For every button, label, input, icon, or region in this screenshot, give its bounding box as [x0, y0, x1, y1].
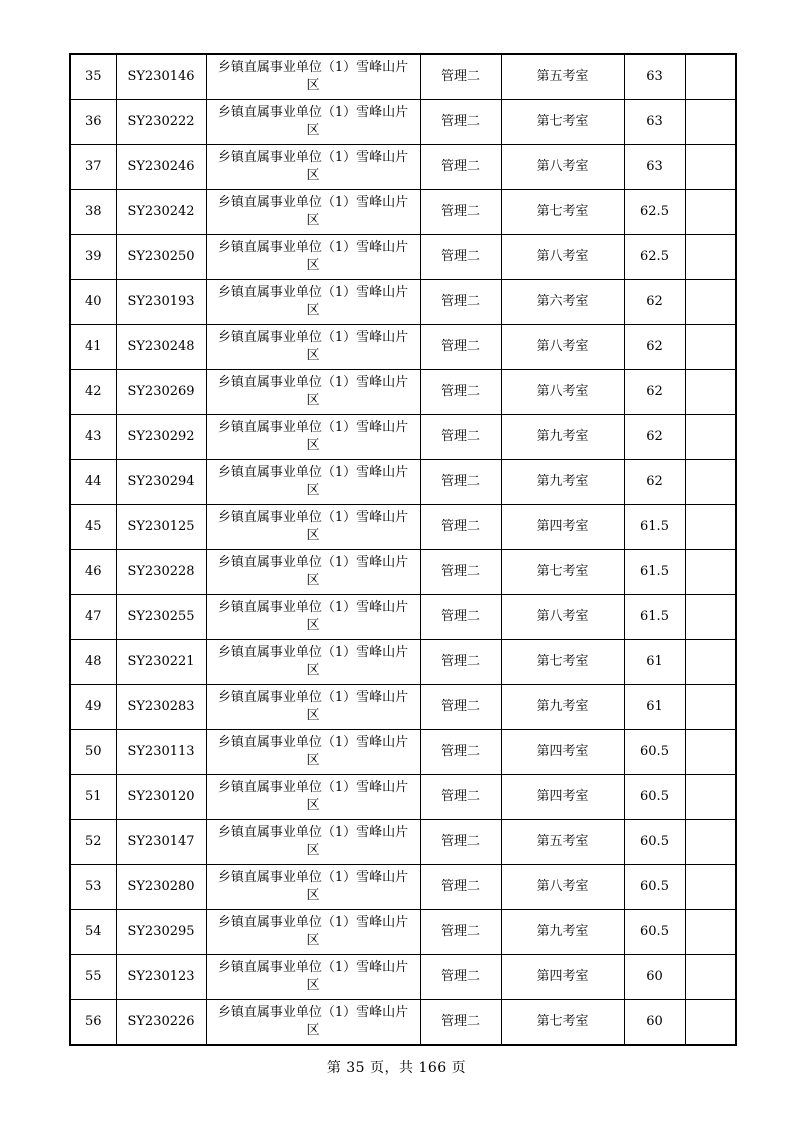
results-table: [69, 53, 737, 1046]
cell-post: 管理二: [420, 595, 501, 640]
cell-post: 管理二: [420, 54, 501, 100]
cell-score: 61: [624, 640, 685, 685]
cell-exam-room: 第九考室: [501, 460, 624, 505]
unit-text: 乡镇直属事业单位（1）雪峰山片区: [217, 60, 409, 93]
cell-score: 61: [624, 685, 685, 730]
cell-candidate-id: SY230246: [116, 145, 206, 190]
cell-post: 管理二: [420, 415, 501, 460]
cell-unit: [206, 550, 420, 595]
cell-sequence-number: 37: [70, 145, 116, 190]
cell-remark: [685, 235, 736, 280]
cell-candidate-id: SY230292: [116, 415, 206, 460]
cell-candidate-id: SY230221: [116, 640, 206, 685]
cell-post: 管理二: [420, 505, 501, 550]
cell-sequence-number: 51: [70, 775, 116, 820]
page-footer: 第 35 页，共 166 页: [326, 1060, 467, 1076]
cell-unit: [206, 325, 420, 370]
cell-candidate-id: SY230294: [116, 460, 206, 505]
cell-remark: [685, 370, 736, 415]
cell-remark: [685, 910, 736, 955]
cell-remark: [685, 190, 736, 235]
cell-score: 63: [624, 145, 685, 190]
cell-remark: [685, 730, 736, 775]
cell-exam-room: 第七考室: [501, 100, 624, 145]
unit-text: 乡镇直属事业单位（1）雪峰山片区: [217, 1005, 409, 1038]
cell-exam-room: 第九考室: [501, 415, 624, 460]
cell-unit: [206, 1000, 420, 1046]
cell-remark: [685, 685, 736, 730]
cell-candidate-id: SY230146: [116, 54, 206, 100]
cell-candidate-id: SY230193: [116, 280, 206, 325]
table-row: [70, 370, 736, 415]
cell-unit: [206, 685, 420, 730]
cell-sequence-number: 50: [70, 730, 116, 775]
cell-score: 61.5: [624, 505, 685, 550]
cell-exam-room: 第四考室: [501, 775, 624, 820]
cell-exam-room: 第六考室: [501, 280, 624, 325]
cell-score: 63: [624, 54, 685, 100]
unit-text: 乡镇直属事业单位（1）雪峰山片区: [217, 240, 409, 273]
unit-text: 乡镇直属事业单位（1）雪峰山片区: [217, 960, 409, 993]
unit-text: 乡镇直属事业单位（1）雪峰山片区: [217, 555, 409, 588]
cell-score: 62: [624, 415, 685, 460]
cell-candidate-id: SY230228: [116, 550, 206, 595]
cell-sequence-number: 56: [70, 1000, 116, 1046]
cell-sequence-number: 36: [70, 100, 116, 145]
cell-unit: [206, 190, 420, 235]
unit-text: 乡镇直属事业单位（1）雪峰山片区: [217, 780, 409, 813]
table-row: [70, 640, 736, 685]
table-row: [70, 190, 736, 235]
cell-exam-room: 第九考室: [501, 910, 624, 955]
cell-unit: [206, 415, 420, 460]
cell-exam-room: 第七考室: [501, 190, 624, 235]
cell-unit: [206, 865, 420, 910]
cell-sequence-number: 44: [70, 460, 116, 505]
table-row: [70, 820, 736, 865]
cell-unit: [206, 640, 420, 685]
cell-score: 61.5: [624, 550, 685, 595]
table-row: [70, 415, 736, 460]
cell-candidate-id: SY230222: [116, 100, 206, 145]
table-row: [70, 505, 736, 550]
cell-score: 62: [624, 325, 685, 370]
table-row: [70, 100, 736, 145]
unit-text: 乡镇直属事业单位（1）雪峰山片区: [217, 600, 409, 633]
cell-unit: [206, 595, 420, 640]
unit-text: 乡镇直属事业单位（1）雪峰山片区: [217, 105, 409, 138]
cell-post: 管理二: [420, 100, 501, 145]
cell-sequence-number: 49: [70, 685, 116, 730]
cell-candidate-id: SY230250: [116, 235, 206, 280]
cell-post: 管理二: [420, 685, 501, 730]
cell-sequence-number: 47: [70, 595, 116, 640]
cell-unit: [206, 955, 420, 1000]
cell-sequence-number: 55: [70, 955, 116, 1000]
unit-text: 乡镇直属事业单位（1）雪峰山片区: [217, 420, 409, 453]
unit-text: 乡镇直属事业单位（1）雪峰山片区: [217, 375, 409, 408]
cell-remark: [685, 595, 736, 640]
table-row: [70, 595, 736, 640]
cell-exam-room: 第八考室: [501, 865, 624, 910]
cell-remark: [685, 460, 736, 505]
cell-unit: [206, 235, 420, 280]
cell-candidate-id: SY230283: [116, 685, 206, 730]
cell-exam-room: 第七考室: [501, 1000, 624, 1046]
cell-unit: [206, 460, 420, 505]
cell-post: 管理二: [420, 775, 501, 820]
cell-score: 60.5: [624, 910, 685, 955]
cell-score: 60: [624, 1000, 685, 1046]
table-row: [70, 145, 736, 190]
cell-sequence-number: 52: [70, 820, 116, 865]
cell-unit: [206, 820, 420, 865]
cell-unit: [206, 280, 420, 325]
cell-exam-room: 第七考室: [501, 640, 624, 685]
cell-post: 管理二: [420, 145, 501, 190]
cell-candidate-id: SY230295: [116, 910, 206, 955]
cell-exam-room: 第八考室: [501, 325, 624, 370]
cell-exam-room: 第五考室: [501, 820, 624, 865]
cell-unit: [206, 505, 420, 550]
cell-sequence-number: 45: [70, 505, 116, 550]
cell-score: 60.5: [624, 775, 685, 820]
table-body: [70, 54, 736, 1045]
cell-exam-room: 第五考室: [501, 54, 624, 100]
cell-unit: [206, 54, 420, 100]
cell-sequence-number: 53: [70, 865, 116, 910]
table-row: [70, 685, 736, 730]
cell-candidate-id: SY230269: [116, 370, 206, 415]
cell-post: 管理二: [420, 955, 501, 1000]
cell-score: 62.5: [624, 190, 685, 235]
cell-post: 管理二: [420, 865, 501, 910]
cell-remark: [685, 54, 736, 100]
cell-post: 管理二: [420, 910, 501, 955]
unit-text: 乡镇直属事业单位（1）雪峰山片区: [217, 645, 409, 678]
cell-unit: [206, 775, 420, 820]
table-row: [70, 550, 736, 595]
table-row: [70, 730, 736, 775]
cell-sequence-number: 48: [70, 640, 116, 685]
cell-candidate-id: SY230123: [116, 955, 206, 1000]
cell-unit: [206, 910, 420, 955]
unit-text: 乡镇直属事业单位（1）雪峰山片区: [217, 870, 409, 903]
unit-text: 乡镇直属事业单位（1）雪峰山片区: [217, 330, 409, 363]
cell-score: 60.5: [624, 865, 685, 910]
table-row: [70, 460, 736, 505]
table-row: [70, 1000, 736, 1046]
cell-sequence-number: 38: [70, 190, 116, 235]
cell-sequence-number: 35: [70, 54, 116, 100]
cell-remark: [685, 1000, 736, 1046]
unit-text: 乡镇直属事业单位（1）雪峰山片区: [217, 465, 409, 498]
unit-text: 乡镇直属事业单位（1）雪峰山片区: [217, 735, 409, 768]
cell-remark: [685, 775, 736, 820]
cell-score: 60.5: [624, 730, 685, 775]
cell-candidate-id: SY230125: [116, 505, 206, 550]
cell-score: 62: [624, 460, 685, 505]
cell-remark: [685, 955, 736, 1000]
cell-remark: [685, 145, 736, 190]
cell-post: 管理二: [420, 640, 501, 685]
cell-post: 管理二: [420, 550, 501, 595]
cell-post: 管理二: [420, 325, 501, 370]
cell-post: 管理二: [420, 280, 501, 325]
cell-post: 管理二: [420, 370, 501, 415]
cell-remark: [685, 100, 736, 145]
cell-unit: [206, 730, 420, 775]
unit-text: 乡镇直属事业单位（1）雪峰山片区: [217, 915, 409, 948]
cell-candidate-id: SY230280: [116, 865, 206, 910]
cell-post: 管理二: [420, 1000, 501, 1046]
cell-exam-room: 第八考室: [501, 145, 624, 190]
cell-remark: [685, 325, 736, 370]
unit-text: 乡镇直属事业单位（1）雪峰山片区: [217, 825, 409, 858]
table-row: [70, 54, 736, 100]
cell-score: 62.5: [624, 235, 685, 280]
cell-candidate-id: SY230255: [116, 595, 206, 640]
cell-candidate-id: SY230147: [116, 820, 206, 865]
cell-exam-room: 第九考室: [501, 685, 624, 730]
unit-text: 乡镇直属事业单位（1）雪峰山片区: [217, 690, 409, 723]
cell-sequence-number: 39: [70, 235, 116, 280]
cell-sequence-number: 40: [70, 280, 116, 325]
cell-exam-room: 第四考室: [501, 505, 624, 550]
cell-remark: [685, 865, 736, 910]
cell-candidate-id: SY230120: [116, 775, 206, 820]
table-row: [70, 955, 736, 1000]
unit-text: 乡镇直属事业单位（1）雪峰山片区: [217, 285, 409, 318]
cell-sequence-number: 43: [70, 415, 116, 460]
cell-sequence-number: 41: [70, 325, 116, 370]
cell-score: 63: [624, 100, 685, 145]
cell-score: 62: [624, 280, 685, 325]
cell-candidate-id: SY230226: [116, 1000, 206, 1046]
unit-text: 乡镇直属事业单位（1）雪峰山片区: [217, 195, 409, 228]
table-row: [70, 910, 736, 955]
cell-score: 60: [624, 955, 685, 1000]
cell-remark: [685, 820, 736, 865]
cell-exam-room: 第八考室: [501, 595, 624, 640]
unit-text: 乡镇直属事业单位（1）雪峰山片区: [217, 510, 409, 543]
cell-sequence-number: 54: [70, 910, 116, 955]
cell-remark: [685, 640, 736, 685]
table-row: [70, 325, 736, 370]
cell-exam-room: 第七考室: [501, 550, 624, 595]
cell-exam-room: 第八考室: [501, 235, 624, 280]
cell-candidate-id: SY230242: [116, 190, 206, 235]
cell-post: 管理二: [420, 190, 501, 235]
cell-post: 管理二: [420, 460, 501, 505]
cell-unit: [206, 370, 420, 415]
table-row: [70, 235, 736, 280]
cell-score: 62: [624, 370, 685, 415]
table-row: [70, 775, 736, 820]
table-row: [70, 280, 736, 325]
cell-unit: [206, 100, 420, 145]
cell-remark: [685, 505, 736, 550]
cell-score: 61.5: [624, 595, 685, 640]
cell-remark: [685, 415, 736, 460]
cell-remark: [685, 280, 736, 325]
table-row: [70, 865, 736, 910]
cell-candidate-id: SY230248: [116, 325, 206, 370]
cell-unit: [206, 145, 420, 190]
cell-score: 60.5: [624, 820, 685, 865]
cell-exam-room: 第八考室: [501, 370, 624, 415]
cell-exam-room: 第四考室: [501, 730, 624, 775]
unit-text: 乡镇直属事业单位（1）雪峰山片区: [217, 150, 409, 183]
cell-sequence-number: 46: [70, 550, 116, 595]
cell-exam-room: 第四考室: [501, 955, 624, 1000]
cell-remark: [685, 550, 736, 595]
cell-post: 管理二: [420, 235, 501, 280]
cell-candidate-id: SY230113: [116, 730, 206, 775]
cell-sequence-number: 42: [70, 370, 116, 415]
cell-post: 管理二: [420, 820, 501, 865]
cell-post: 管理二: [420, 730, 501, 775]
